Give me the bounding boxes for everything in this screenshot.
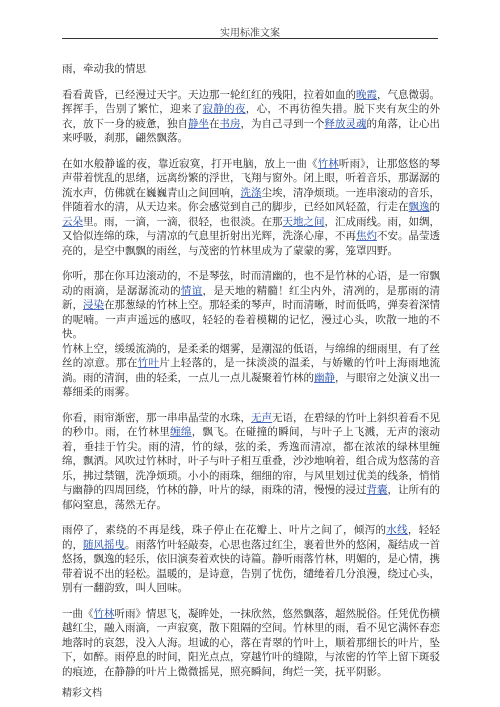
paragraph-6: [62, 523, 440, 596]
text-run: 里。雨，一滴，一滴，很轻，也很淡。在那: [83, 215, 283, 228]
paragraph-4: [62, 342, 440, 400]
text-run: 在如水般静谧的夜，靠近寂寞，打开电脑，放上一曲《: [62, 157, 318, 170]
keyword-link[interactable]: 书房: [219, 117, 241, 130]
page-header: [0, 0, 500, 40]
text-run: 竹林上空，缓缓流淌的，是柔柔的烟雾，是潮湿的低语，与绵绵的细雨里，有了丝丝的凉意。那在: [62, 342, 440, 369]
keyword-link[interactable]: 背囊: [366, 484, 388, 496]
text-run: 看看黄昏，已经漫过天宇。天边那一轮红红的残阳，拉着如血的: [62, 88, 356, 101]
keyword-link[interactable]: 情谊: [180, 284, 203, 297]
keyword-link[interactable]: 无声: [251, 411, 272, 424]
keyword-link[interactable]: 浸染: [83, 299, 104, 311]
paragraph-1: [62, 88, 440, 146]
paragraph-5: [62, 411, 440, 513]
text-run: ，飘飞。在碰撞的瞬间，与叶子上飞溅，无声的滚动着，垂挂于竹尖。雨的清，竹的绿，弦的柔，秀逸而清凉，都在浓浓的绿林里缠绵，飘洒。风吹过竹林时，叶子与叶子相互重叠，沙沙地响着，组合成为悠荡的音乐，拂过禁锢，洗净烦琐。小小的雨珠，细细的帘，与风里划过优美的线条，悄悄与幽静的四周回绕，竹林的静，叶片的绿，雨珠的清，慢慢的浸过: [62, 426, 441, 496]
text-run: ，汇成雨线。雨，如绸，又恰似连绵的珠，与清凉的气息里折射出光辉，洗涤心扉，不再: [62, 215, 440, 242]
keyword-link[interactable]: 洗涤: [240, 186, 262, 199]
text-run: ，让所有的郁闷窒息，荡然无存。: [62, 484, 440, 511]
header-divider: [62, 38, 438, 39]
text-run: ，是天地的精髓！红尘内外，清冽的，是那雨的清新，: [62, 284, 441, 311]
document-title: 雨，牵动我的情思: [62, 63, 146, 75]
text-run: 雨停了，素绕的不再是线，珠子停止在花瓣上、叶片之间了，倾泻的: [62, 524, 387, 536]
text-run: 在: [209, 117, 220, 130]
text-run: 不安。晶莹透亮的，是空中飘飘的雨丝，与茂密的竹林里成为了蒙蒙的雾，笼罩四野。: [62, 230, 440, 257]
keyword-link[interactable]: 云朵: [62, 215, 83, 228]
keyword-link[interactable]: 竹林: [317, 157, 339, 170]
paragraph-3: [62, 269, 440, 342]
document-body: [62, 62, 440, 690]
keyword-link[interactable]: 静坐: [188, 117, 209, 130]
keyword-link[interactable]: 水线: [386, 524, 408, 536]
keyword-link[interactable]: 竹林: [93, 607, 115, 620]
text-run: ，气息微弱。挥挥手，告别了繁忙，迎来了: [62, 88, 440, 115]
text-run: 你听，那在你耳边滚动的，不是琴弦，时而清幽的，也不是竹林的心语，是一帘飘动的雨滴，是潺潺流动的: [62, 270, 440, 297]
text-run: 一曲《: [62, 607, 94, 620]
text-run: 在那葱绿的竹林上空。那轻柔的琴声，时而清晰，时而低鸣，弹奏着深情的呢喃。一声声遥远的感叹，轻轻的卷着模糊的记忆，漫过心头，吹散一地的不快。: [62, 299, 440, 340]
text-run: ，轻轻的，: [62, 524, 441, 551]
keyword-link[interactable]: 飘逸: [408, 201, 430, 213]
text-run: 尘埃，清净烦琐。一连串滚动的音乐，伴随着水的清，从天边来。你会感觉到自己的脚步，已经如风轻盈，行走在: [62, 186, 440, 213]
keyword-link[interactable]: 释放灵魂: [324, 117, 367, 130]
text-run: ，心，不再彷徨失措。脱下夹有灰尘的外衣，放下一身的疲惫，独自: [62, 103, 441, 130]
keyword-link[interactable]: 随风摇曳: [83, 538, 125, 551]
keyword-link[interactable]: 天地之间: [282, 215, 325, 228]
text-run: 的: [429, 201, 440, 213]
text-run: ，为自己寻到一个: [240, 117, 325, 130]
paragraph-2: [62, 157, 440, 259]
text-run: 片上轻落的，是一抹淡淡的温柔，与娇嫩的竹叶上海雨地流淌。雨的清润，曲的轻柔，一点儿一点儿凝聚着竹林的: [62, 357, 441, 384]
keyword-link[interactable]: 寂静的夜: [202, 103, 246, 115]
paragraph-7: [62, 607, 440, 680]
text-run: 听雨》，让那悠悠的琴声带着恍乱的思绪，远离纷繁的浮世，飞翔与窗外。闭上眼，听着音乐，那潺潺的流水声，仿佛就在巍巍青山之间回响，: [62, 157, 441, 199]
text-run: 无语，在碧绿的竹叶上斜织着看不见的秒巾。雨，在竹林里: [62, 411, 440, 438]
footer-text: 精彩文档: [62, 688, 102, 699]
header-text: 实用标准文案: [220, 28, 280, 39]
keyword-link[interactable]: 晚霞: [356, 88, 377, 101]
keyword-link[interactable]: 缠绵: [170, 426, 192, 438]
text-run: 。雨落竹叶轻敲奏，心思也落过红尘，裹着世外的悠闲，凝结成一首悠扬，飘逸的轻乐，依旧演奏着欢快的诗篇。静听雨落竹林，明媚的，是心情，携带着说不出的轻松。温暖的，是诗意，告别了忧伤，缱绻着几分浪漫，绕过心头，别有一翻韵致，叫人回味。: [62, 538, 440, 594]
text-run: ，与眼帘之处演义出一幕细柔的雨雾。: [62, 371, 440, 398]
keyword-link[interactable]: 竹叶: [137, 357, 160, 369]
keyword-link[interactable]: 焦灼: [356, 230, 377, 242]
keyword-link[interactable]: 幽静: [314, 371, 335, 384]
text-run: 听雨》情思飞，凝眸处，一抹欣然，悠然飘落，超然脱俗。任凭优伤横越红尘，融入雨滴，一声寂寞，散下阻隔的空间。竹林里的雨，看不见它满怀春恋地落时的哀怨，没入人海。坦诚的心，落在青翠的竹叶上，顺着那细长的叶片，坠下，如醉。雨停息的时间，阳光点点，穿越竹叶的缝隙，与浓密的竹竿上留下斑驳的痕迹，在静静的叶片上微微摇晃，照亮瞬间，绚烂一笑，抚平阴影。: [62, 607, 440, 678]
text-run: 的角落，让心出来呼吸，刹那，翩然飘落。: [62, 117, 440, 144]
text-run: 你看，雨帘渐密，那一串串晶莹的水珠，: [62, 411, 251, 424]
